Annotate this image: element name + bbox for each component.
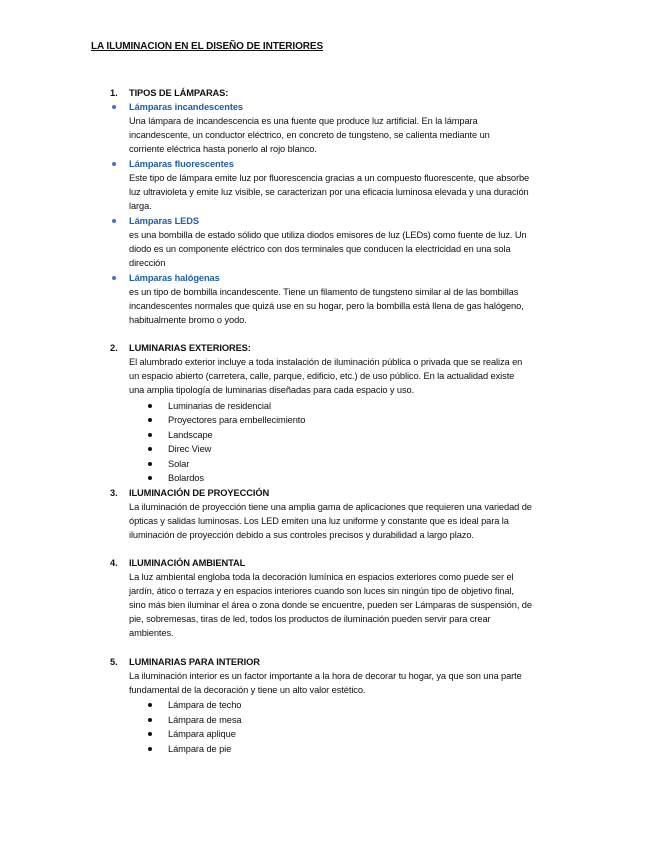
paragraph-line: sino más bien iluminar el área o zona donde se encuentre, pueden ser Lámparas de suspensión, de [129, 600, 532, 610]
bullet-icon [112, 105, 116, 109]
list-item: Lámpara de techo [168, 700, 242, 710]
section-3-heading: ILUMINACIÓN DE PROYECCIÓN [129, 488, 270, 498]
list-item: Direc View [168, 444, 212, 454]
bullet-icon [148, 718, 152, 722]
paragraph-line: un espacio abierto (carretera, calle, parque, edificio, etc.) de uso público. En la actualidad existe [129, 371, 515, 381]
paragraph-line: Este tipo de lámpara emite luz por fluorescencia gracias a un compuesto fluorescente, que absorbe [129, 173, 530, 183]
document-title: LA ILUMINACION EN EL DISEÑO DE INTERIORES [91, 41, 324, 52]
paragraph-line: larga. [129, 201, 152, 211]
paragraph-line: El alumbrado exterior incluye a toda instalación de iluminación pública o privada que se realiza en [129, 357, 523, 367]
paragraph-line: fundamental de la decoración y tiene un alto valor estético. [129, 685, 366, 695]
paragraph-line: La iluminación interior es un factor importante a la hora de decorar tu hogar, ya que son una parte [129, 671, 522, 681]
bullet-icon [148, 418, 152, 422]
paragraph-line: corriente eléctrica hasta ponerlo al rojo blanco. [129, 144, 317, 154]
paragraph-line: incandescente, un conductor eléctrico, en concreto de tungsteno, se calienta mediante un [129, 130, 490, 140]
bullet-icon [148, 747, 152, 751]
section-4-number: 4. [110, 558, 118, 568]
paragraph-line: La iluminación de proyección tiene una amplia gama de aplicaciones que requieren una variedad de [129, 502, 532, 512]
paragraph-line: es un tipo de bombilla incandescente. Tiene un filamento de tungsteno similar al de las bombillas [129, 287, 519, 297]
subsection-label: Lámparas incandescentes [129, 102, 243, 112]
paragraph-line: pie, sobremesas, tiras de led, todos los productos de iluminación pueden servir para crear [129, 614, 491, 624]
list-item: Landscape [168, 430, 213, 440]
bullet-icon [112, 162, 116, 166]
paragraph-line: ambientes. [129, 628, 174, 638]
list-item: Lámpara aplique [168, 729, 236, 739]
section-5-heading: LUMINARIAS PARA INTERIOR [129, 657, 260, 667]
section-1-heading: TIPOS DE LÁMPARAS: [129, 88, 229, 98]
bullet-icon [112, 219, 116, 223]
bullet-icon [148, 476, 152, 480]
section-3-number: 3. [110, 488, 118, 498]
paragraph-line: luz ultravioleta y emite luz visible, se caracterizan por una eficacia luminosa elevada y una duración [129, 187, 529, 197]
section-2-number: 2. [110, 343, 118, 353]
bullet-icon [148, 462, 152, 466]
section-5-number: 5. [110, 657, 118, 667]
paragraph-line: es una bombilla de estado sólido que utiliza diodos emisores de luz (LEDs) como fuente de luz. Un [129, 230, 527, 240]
list-item: Lámpara de pie [168, 744, 232, 754]
paragraph-line: iluminación de proyección debido a sus controles precisos y durabilidad a largo plazo. [129, 530, 474, 540]
paragraph-line: incandescentes normales que quizá use en su hogar, pero la bombilla está llena de gas halógeno, [129, 301, 524, 311]
subsection-label: Lámparas fluorescentes [129, 159, 234, 169]
section-4-heading: ILUMINACIÓN AMBIENTAL [129, 558, 246, 568]
paragraph-line: ópticas y salidas luminosas. Los LED emiten una luz uniforme y constante que es ideal para la [129, 516, 509, 526]
subsection-label: Lámparas halógenas [129, 273, 220, 283]
list-item: Proyectores para embellecimiento [168, 415, 306, 425]
paragraph-line: Una lámpara de incandescencia es una fuente que produce luz artificial. En la lámpara [129, 116, 478, 126]
section-2-heading: LUMINARIAS EXTERIORES: [129, 343, 251, 353]
bullet-icon [148, 447, 152, 451]
subsection-label: Lámparas LEDS [129, 216, 200, 226]
bullet-icon [148, 732, 152, 736]
bullet-icon [148, 404, 152, 408]
paragraph-line: habitualmente bromo o yodo. [129, 315, 247, 325]
list-item: Bolardos [168, 473, 204, 483]
paragraph-line: jardín, ático o terraza y en espacios interiores cuando son luces sin ningún tipo de objetivo final, [129, 586, 514, 596]
list-item: Luminarias de residencial [168, 401, 271, 411]
list-item: Solar [168, 459, 190, 469]
bullet-icon [148, 703, 152, 707]
paragraph-line: dirección [129, 258, 166, 268]
bullet-icon [112, 276, 116, 280]
bullet-icon [148, 433, 152, 437]
paragraph-line: una amplia tipología de luminarias diseñadas para cada espacio y uso. [129, 385, 415, 395]
paragraph-line: diodo es un componente eléctrico con dos terminales que conducen la electricidad en una sola [129, 244, 511, 254]
paragraph-line: La luz ambiental engloba toda la decoración lumínica en espacios exteriores como puede ser el [129, 572, 514, 582]
list-item: Lámpara de mesa [168, 715, 242, 725]
section-1-number: 1. [110, 88, 118, 98]
